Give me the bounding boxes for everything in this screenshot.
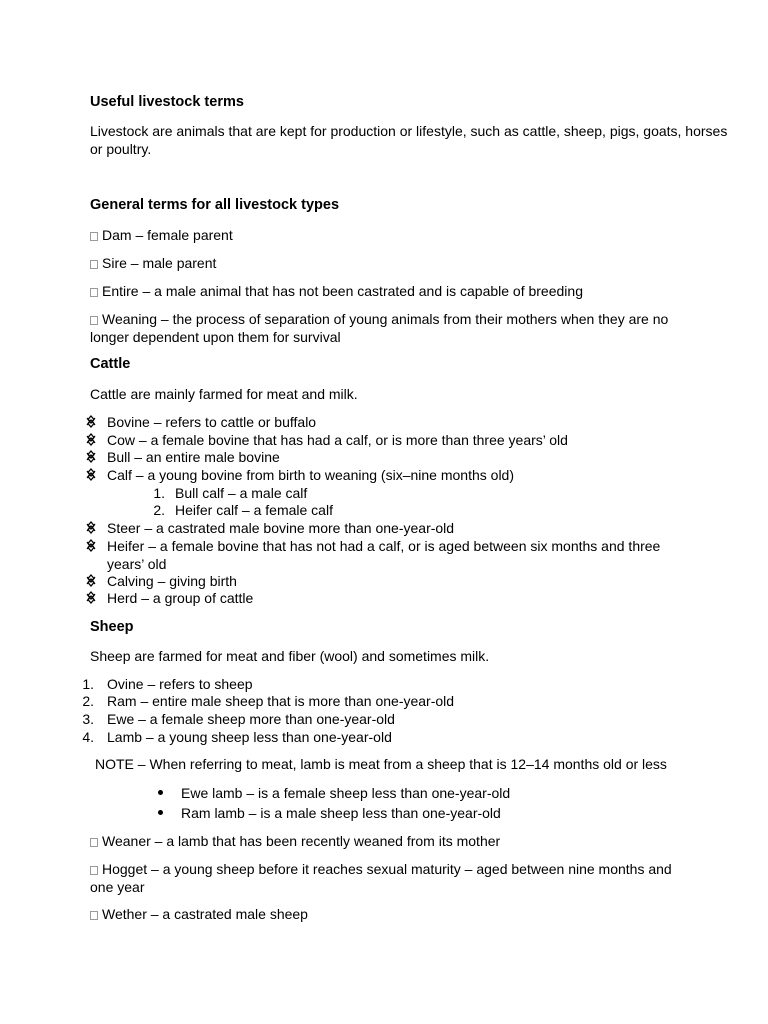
general-term-item: [90, 254, 216, 272]
sheep-term-text: Wether – a castrated male sheep: [102, 906, 308, 922]
heading-general-terms: General terms for all livestock types: [90, 197, 340, 213]
diamond-bullet-icon: [84, 572, 98, 590]
sub-list-item-text: Heifer calf – a female calf: [175, 502, 333, 518]
general-term-text: Entire – a male animal that has not been castrated and is capable of breeding: [102, 283, 583, 299]
bullet-item-text: Ram lamb – is a male sheep less than one-year-old: [181, 805, 501, 821]
list-item-text: Ram – entire male sheep that is more than one-year-old: [107, 693, 455, 709]
list-item-text: Cow – a female bovine that has had a calf, or is more than three years’ old: [107, 432, 568, 448]
cattle-intro: Cattle are mainly farmed for meat and milk.: [90, 386, 358, 402]
heading-sheep: Sheep: [90, 619, 134, 635]
checkbox-icon: [90, 260, 98, 269]
sheep-intro: Sheep are farmed for meat and fiber (wool) and sometimes milk.: [90, 648, 490, 664]
list-item-text: Ewe – a female sheep more than one-year-old: [107, 711, 395, 727]
list-number: 2.: [82, 693, 94, 709]
list-item-text: Bull – an entire male bovine: [107, 449, 280, 465]
diamond-bullet-icon: [84, 589, 98, 607]
list-number: 1.: [153, 485, 165, 501]
general-term-item: [90, 226, 233, 244]
diamond-bullet-icon: [84, 519, 98, 537]
sub-list-item-text: Bull calf – a male calf: [175, 485, 308, 501]
list-item-text: Bovine – refers to cattle or buffalo: [107, 414, 317, 430]
list-item-text: Ovine – refers to sheep: [107, 676, 253, 692]
list-item-text: Heifer – a female bovine that has not had a calf, or is aged between six months and three years’ old: [107, 538, 661, 572]
checkbox-icon: [90, 288, 98, 297]
list-number: 4.: [82, 729, 94, 745]
bullet-item-text: Ewe lamb – is a female sheep less than one-year-old: [181, 785, 511, 801]
general-term-text: Weaning – the process of separation of young animals from their mothers when they are no longer dependent upon them for survival: [90, 311, 669, 345]
general-term-item: [90, 282, 583, 300]
checkbox-icon: [90, 838, 98, 847]
list-item-text: Lamb – a young sheep less than one-year-old: [107, 729, 392, 745]
list-item-text: Steer – a castrated male bovine more than one-year-old: [107, 520, 455, 536]
list-item-text: Calf – a young bovine from birth to weaning (six–nine months old): [107, 467, 514, 483]
list-number: 1.: [82, 676, 94, 692]
diamond-bullet-icon: [84, 537, 98, 555]
sheep-term-item: [90, 860, 680, 896]
sheep-term-text: Weaner – a lamb that has been recently weaned from its mother: [102, 833, 501, 849]
checkbox-icon: [90, 316, 98, 325]
checkbox-icon: [90, 911, 98, 920]
list-number: 3.: [82, 711, 94, 727]
intro-paragraph-line-2: or poultry.: [90, 141, 152, 157]
heading-useful-livestock-terms: Useful livestock terms: [90, 94, 244, 110]
sheep-term-item: [90, 832, 500, 850]
bullet-dot-icon: [158, 790, 163, 795]
general-term-text: Dam – female parent: [102, 227, 233, 243]
sheep-note: NOTE – When referring to meat, lamb is meat from a sheep that is 12–14 months old or less: [95, 756, 667, 772]
bullet-dot-icon: [158, 810, 163, 815]
diamond-bullet-icon: [84, 466, 98, 484]
general-term-item: [90, 310, 680, 346]
diamond-bullet-icon: [84, 431, 98, 449]
list-item-text: Calving – giving birth: [107, 573, 237, 589]
sheep-term-text: Hogget – a young sheep before it reaches sexual maturity – aged between nine months and one year: [90, 861, 672, 895]
sheep-term-item: [90, 905, 308, 923]
checkbox-icon: [90, 232, 98, 241]
list-number: 2.: [153, 502, 165, 518]
checkbox-icon: [90, 866, 98, 875]
diamond-bullet-icon: [84, 448, 98, 466]
list-item-text: Herd – a group of cattle: [107, 590, 254, 606]
heading-cattle: Cattle: [90, 356, 131, 372]
general-term-text: Sire – male parent: [102, 255, 217, 271]
list-item: [84, 537, 674, 573]
diamond-bullet-icon: [84, 413, 98, 431]
intro-paragraph-line-1: Livestock are animals that are kept for production or lifestyle, such as cattle, sheep, pigs, goats, horses: [90, 123, 728, 139]
